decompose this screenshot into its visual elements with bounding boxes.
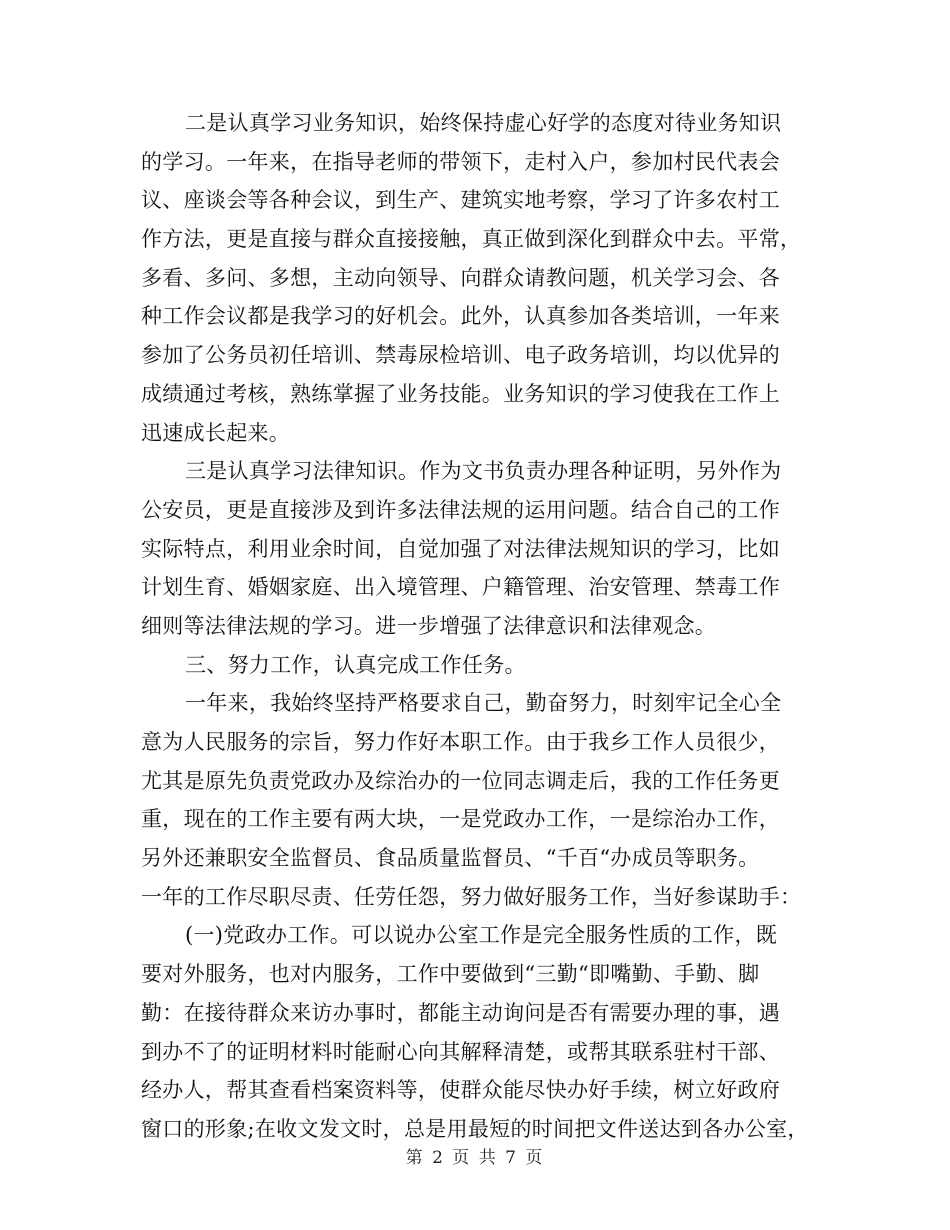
- text-line: 成绩通过考核，熟练掌握了业务技能。业务知识的学习使我在工作上: [141, 381, 780, 406]
- text-line: 三、努力工作，认真完成工作任务。: [185, 652, 526, 677]
- text-line: 多看、多问、多想，主动向领导、向群众请教问题，机关学习会、各: [141, 265, 780, 290]
- text-line: 计划生育、婚姻家庭、出入境管理、户籍管理、治安管理、禁毒工作: [141, 575, 780, 600]
- text-line: 三是认真学习法律知识。作为文书负责办理各种证明，另外作为: [185, 459, 782, 484]
- text-line: 实际特点，利用业余时间，自觉加强了对法律法规知识的学习，比如: [141, 536, 780, 561]
- text-line: (一)党政办工作。可以说办公室工作是完全服务性质的工作，既: [185, 923, 778, 948]
- text-line: 勤：在接待群众来访办事时，都能主动询问是否有需要办理的事，遇: [141, 1000, 780, 1025]
- text-line: 窗口的形象;在收文发文时，总是用最短的时间把文件送达到各办公室，: [141, 1116, 809, 1141]
- text-line: 种工作会议都是我学习的好机会。此外，认真参加各类培训，一年来: [141, 304, 780, 329]
- document-body: [141, 104, 821, 1149]
- text-line: 到办不了的证明材料时能耐心向其解释清楚，或帮其联系驻村干部、: [141, 1039, 780, 1064]
- text-line: 公安员，更是直接涉及到许多法律法规的运用问题。结合自己的工作: [141, 497, 780, 522]
- text-line: 二是认真学习业务知识，始终保持虚心好学的态度对待业务知识: [185, 111, 782, 135]
- text-line: 要对外服务，也对内服务，工作中要做到“三勤“即嘴勤、手勤、脚: [141, 962, 760, 987]
- text-line: 参加了公务员初任培训、禁毒尿检培训、电子政务培训，均以优异的: [141, 343, 780, 368]
- text-line: 作方法，更是直接与群众直接接触，真正做到深化到群众中去。平常，: [141, 227, 802, 252]
- text-line: 的学习。一年来，在指导老师的带领下，走村入户，参加村民代表会: [141, 149, 780, 174]
- page-footer: 第 2 页 共 7 页: [405, 1148, 545, 1168]
- text-line: 一年的工作尽职尽责、任劳任怨，努力做好服务工作，当好参谋助手：: [141, 884, 802, 909]
- text-line: 另外还兼职安全监督员、食品质量监督员、“千百“办成员等职务。: [141, 846, 760, 871]
- text-line: 迅速成长起来。: [141, 420, 291, 445]
- text-line: 议、座谈会等各种会议，到生产、建筑实地考察，学习了许多农村工: [141, 188, 780, 213]
- text-line: 经办人，帮其查看档案资料等，使群众能尽快办好手续，树立好政府: [141, 1078, 780, 1103]
- text-line: 重，现在的工作主要有两大块，一是党政办工作，一是综治办工作，: [141, 807, 780, 832]
- text-line: 一年来，我始终坚持严格要求自己，勤奋努力，时刻牢记全心全: [185, 691, 782, 716]
- text-line: 细则等法律法规的学习。进一步增强了法律意识和法律观念。: [141, 613, 717, 638]
- text-line: 尤其是原先负责党政办及综治办的一位同志调走后，我的工作任务更: [141, 768, 780, 793]
- text-line: 意为人民服务的宗旨，努力作好本职工作。由于我乡工作人员很少，: [141, 730, 780, 754]
